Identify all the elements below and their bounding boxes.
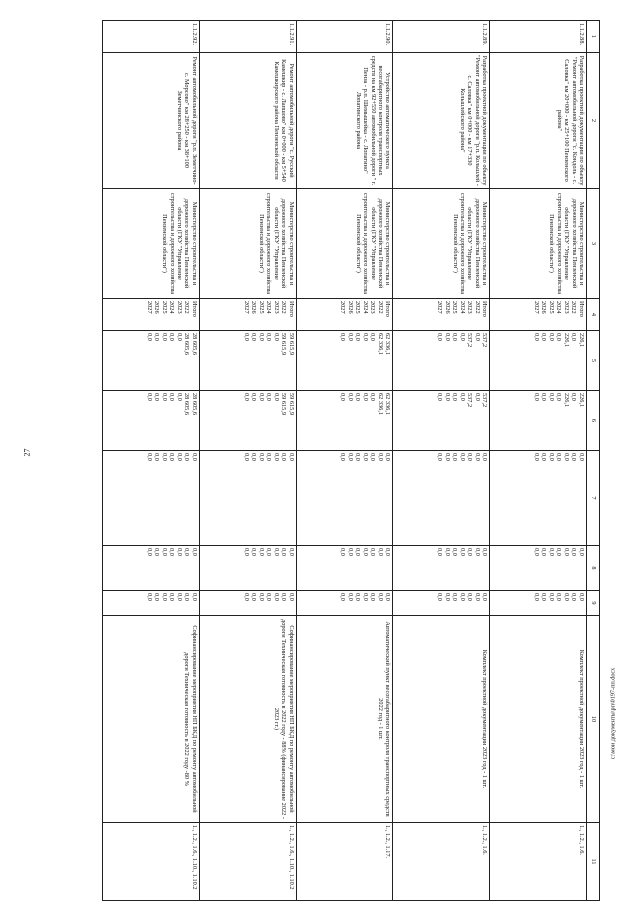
measure-name: Устройство автоматического пункта весогабаритного контроля транспортных средств на км 92+550 автомобильной дороги " г. Пенза - р.п. Шемышейка - с. Лопатино" Лопатинского района: [296, 53, 393, 189]
funding-local: [103, 546, 200, 591]
years-list-value: 2027: [436, 301, 444, 314]
measure-number: 1.1.2.92.: [103, 21, 200, 53]
funding-other: [490, 591, 587, 616]
funding-local-value: 0,0: [533, 548, 540, 556]
funding-other-value: 0,0: [533, 593, 540, 601]
funding-other-value: 0,0: [563, 593, 570, 601]
funding-total-value: 28 605,6: [183, 333, 191, 356]
funding-regional-value: 0,0: [369, 393, 377, 401]
program-measures-table: [102, 20, 600, 901]
years-list-value: 2022: [280, 301, 288, 314]
years-list-value: 2027: [339, 301, 347, 314]
funding-local-value: 0,0: [376, 548, 384, 556]
executor: Министерство строительства и дорожного хозяйства Пензенской области (ГКУ "Управление строительства и дорожного хозяйства Пензенской области"): [490, 189, 587, 299]
funding-other-value: 0,0: [481, 593, 489, 601]
executor: Министерство строительства и дорожного хозяйства Пензенской области (ГКУ "Управление строительства и дорожного хозяйства Пензенской области"): [103, 189, 200, 299]
expected-result: Автоматический пункт весогабаритного контроля транспортных средств 2022 год - 1 шт.: [296, 616, 393, 823]
funding-federal-value: 0,0: [563, 453, 570, 461]
funding-regional-value: 59 615,9: [280, 393, 288, 416]
funding-regional: [296, 391, 393, 451]
years-list-value: 2025: [160, 301, 168, 314]
funding-federal: [103, 451, 200, 546]
funding-regional-value: 0,0: [458, 393, 466, 401]
funding-local-value: 0,0: [265, 548, 273, 556]
funding-regional-value: 0,0: [145, 393, 153, 401]
years-list-value: Итого: [287, 301, 295, 317]
funding-other-value: 0,0: [369, 593, 377, 601]
funding-federal-value: 0,0: [265, 453, 273, 461]
funding-federal-value: 0,0: [548, 453, 555, 461]
years-list: [199, 299, 296, 331]
target-indicators: 1., 1.2., 1.6.: [393, 823, 490, 901]
years-list-value: 2026: [250, 301, 258, 314]
measure-number: 1.1.2.89.: [393, 21, 490, 53]
funding-other-value: 0,0: [451, 593, 459, 601]
funding-total-value: 0,0: [361, 333, 369, 341]
funding-local-value: 0,0: [473, 548, 481, 556]
funding-local-value: 0,0: [570, 548, 578, 556]
funding-total-value: 537,2: [466, 333, 474, 348]
funding-local-value: 0,0: [175, 548, 183, 556]
column-number-2: 2: [587, 53, 600, 189]
funding-total-value: 62 336,1: [384, 333, 392, 356]
funding-total-value: 59 615,9: [280, 333, 288, 356]
funding-total-value: 0,0: [242, 333, 250, 341]
funding-total-value: 0,0: [354, 333, 362, 341]
funding-local-value: 0,0: [384, 548, 392, 556]
expected-result: Комплект проектной документации 2023 год - 1 шт.: [490, 616, 587, 823]
funding-federal-value: 0,0: [436, 453, 444, 461]
funding-regional-value: 28 605,6: [190, 393, 198, 416]
funding-federal-value: 0,0: [570, 453, 578, 461]
funding-local-value: 0,0: [436, 548, 444, 556]
funding-federal-value: 0,0: [578, 453, 585, 461]
funding-regional-value: 0,0: [533, 393, 540, 401]
footer-file-path: c:\мои документы\рп\0197-пп.docx: [609, 667, 617, 759]
years-list-value: 2026: [443, 301, 451, 314]
years-list-value: 2025: [548, 301, 555, 314]
funding-federal-value: 0,0: [555, 453, 563, 461]
funding-regional-value: 0,0: [548, 393, 555, 401]
funding-federal-value: 0,0: [153, 453, 161, 461]
funding-local-value: 0,0: [242, 548, 250, 556]
funding-other-value: 0,0: [272, 593, 280, 601]
funding-regional-value: 0,0: [346, 393, 354, 401]
funding-other-value: 0,0: [339, 593, 347, 601]
column-number-3: 3: [587, 189, 600, 299]
funding-local-value: 0,0: [160, 548, 168, 556]
funding-other-value: 0,0: [458, 593, 466, 601]
funding-local-value: 0,0: [451, 548, 459, 556]
measure-number: 1.1.2.88.: [490, 21, 587, 53]
column-number-7: 7: [587, 451, 600, 546]
years-list-value: 2023: [563, 301, 570, 314]
funding-other-value: 0,0: [168, 593, 176, 601]
target-indicators: 1., 1.2., 1.6., 1.10., 1.10.2: [199, 823, 296, 901]
funding-local-value: 0,0: [443, 548, 451, 556]
funding-total-value: 0,0: [451, 333, 459, 341]
funding-federal-value: 0,0: [339, 453, 347, 461]
table-row: [199, 21, 296, 901]
funding-total: [199, 331, 296, 391]
funding-federal: [393, 451, 490, 546]
funding-federal-value: 0,0: [376, 453, 384, 461]
funding-total-value: 0,0: [153, 333, 161, 341]
funding-local-value: 0,0: [190, 548, 198, 556]
funding-local-value: 0,0: [458, 548, 466, 556]
rotated-table-container: [102, 20, 600, 900]
target-indicators: 1., 1.2., 1.6., 1.10., 1.10.2: [103, 823, 200, 901]
funding-regional-value: 62 336,1: [376, 393, 384, 416]
column-number-10: 10: [587, 616, 600, 823]
years-list-value: 2023: [272, 301, 280, 314]
measure-name: Ремонт автомобильной дороги "р.п. Земетчино-с. Морсово" км 28+250 - км 38+100 Земетчинского района: [103, 53, 200, 189]
years-list-value: 2022: [183, 301, 191, 314]
target-indicators: 1., 1.2., 1.17.: [296, 823, 393, 901]
funding-local-value: 0,0: [354, 548, 362, 556]
target-indicators: 1., 1.2., 1.6.: [490, 823, 587, 901]
years-list: [490, 299, 587, 331]
funding-total-value: 0,0: [540, 333, 548, 341]
funding-other-value: 0,0: [436, 593, 444, 601]
column-number-6: 6: [587, 391, 600, 451]
funding-regional-value: 0,0: [257, 393, 265, 401]
years-list-value: Итого: [481, 301, 489, 317]
funding-total-value: 0,0: [570, 333, 578, 341]
funding-total-value: 0,0: [257, 333, 265, 341]
funding-federal-value: 0,0: [473, 453, 481, 461]
funding-total: [393, 331, 490, 391]
funding-regional-value: 0,0: [250, 393, 258, 401]
funding-total-value: 0,0: [168, 333, 176, 341]
funding-total: [490, 331, 587, 391]
funding-federal-value: 0,0: [280, 453, 288, 461]
measure-name: Разработка проектной документации по объекту "Ремонт автомобильной дороги "р.п. Кольшлей - с. Саловка" км 0+000 - км 17+330 Кольшлейского района": [393, 53, 490, 189]
funding-other: [103, 591, 200, 616]
funding-local-value: 0,0: [280, 548, 288, 556]
funding-local-value: 0,0: [578, 548, 585, 556]
years-list-value: Итого: [190, 301, 198, 317]
measure-number: 1.1.2.90.: [296, 21, 393, 53]
funding-local-value: 0,0: [361, 548, 369, 556]
funding-federal-value: 0,0: [160, 453, 168, 461]
funding-federal: [199, 451, 296, 546]
years-list-value: 2025: [257, 301, 265, 314]
column-number-4: 4: [587, 299, 600, 331]
years-list: [393, 299, 490, 331]
years-list-value: 2027: [242, 301, 250, 314]
funding-federal-value: 0,0: [466, 453, 474, 461]
funding-federal-value: 0,0: [242, 453, 250, 461]
funding-regional-value: 0,0: [153, 393, 161, 401]
funding-other-value: 0,0: [153, 593, 161, 601]
years-list-value: 2023: [175, 301, 183, 314]
funding-local-value: 0,0: [555, 548, 563, 556]
funding-total-value: 59 615,9: [287, 333, 295, 356]
column-number-1: 1: [587, 21, 600, 53]
funding-total-value: 0,0: [443, 333, 451, 341]
funding-federal-value: 0,0: [175, 453, 183, 461]
funding-local: [490, 546, 587, 591]
funding-total-value: 0,0: [346, 333, 354, 341]
funding-total-value: 0,0: [339, 333, 347, 341]
funding-other-value: 0,0: [548, 593, 555, 601]
funding-regional-value: 0,0: [451, 393, 459, 401]
years-list-value: 2024: [168, 301, 176, 314]
expected-result: Комплект проектной документации 2023 год - 1 шт.: [393, 616, 490, 823]
expected-result: Софинансирование мероприятия НП БКД по ремонту автомобильной дороги Техническая готовность в 2022 году - 88% (финансирование 2022 - 2023 гг.): [199, 616, 296, 823]
funding-local: [296, 546, 393, 591]
years-list-value: Итого: [578, 301, 585, 317]
years-list-value: 2025: [451, 301, 459, 314]
table-body: [103, 21, 587, 901]
years-list-value: 2024: [265, 301, 273, 314]
funding-local-value: 0,0: [257, 548, 265, 556]
years-list-value: 2022: [570, 301, 578, 314]
years-list-value: 2027: [533, 301, 540, 314]
table-row: [296, 21, 393, 901]
column-number-9: 9: [587, 591, 600, 616]
years-list-value: Итого: [384, 301, 392, 317]
funding-total-value: 0,0: [250, 333, 258, 341]
funding-local-value: 0,0: [287, 548, 295, 556]
funding-regional-value: 0,0: [570, 393, 578, 401]
funding-federal: [296, 451, 393, 546]
funding-regional-value: 0,0: [272, 393, 280, 401]
funding-local-value: 0,0: [168, 548, 176, 556]
funding-other-value: 0,0: [183, 593, 191, 601]
funding-local-value: 0,0: [250, 548, 258, 556]
years-list-value: 2026: [540, 301, 548, 314]
funding-local-value: 0,0: [339, 548, 347, 556]
funding-total-value: 0,0: [458, 333, 466, 341]
funding-other-value: 0,0: [250, 593, 258, 601]
funding-other: [199, 591, 296, 616]
funding-regional: [490, 391, 587, 451]
funding-other-value: 0,0: [287, 593, 295, 601]
years-list-value: 2026: [346, 301, 354, 314]
funding-federal-value: 0,0: [183, 453, 191, 461]
funding-total-value: 226,1: [578, 333, 585, 348]
column-number-8: 8: [587, 546, 600, 591]
funding-other-value: 0,0: [190, 593, 198, 601]
funding-total-value: 0,0: [436, 333, 444, 341]
funding-total-value: 0,0: [548, 333, 555, 341]
funding-local-value: 0,0: [540, 548, 548, 556]
funding-other-value: 0,0: [346, 593, 354, 601]
funding-total-value: 0,0: [555, 333, 563, 341]
funding-total-value: 0,0: [369, 333, 377, 341]
years-list-value: 2023: [466, 301, 474, 314]
measure-name: Разработка проектной документации по объекту "Ремонт автомобильной дороги "с. Кондоль - с. Саловка" км 20+000 - км 25+100 Пензенского района": [490, 53, 587, 189]
funding-total: [103, 331, 200, 391]
funding-total-value: 0,0: [265, 333, 273, 341]
measure-name: Ремонт автомобильной дороги "с. Русский Камешкир - с. Лапшово" км 0+000 - км 5+540 Камешкирского района Пензенской области: [199, 53, 296, 189]
funding-federal-value: 0,0: [481, 453, 489, 461]
funding-total-value: 28 605,6: [190, 333, 198, 356]
funding-federal-value: 0,0: [451, 453, 459, 461]
funding-other-value: 0,0: [242, 593, 250, 601]
funding-regional-value: 0,0: [473, 393, 481, 401]
funding-regional-value: 0,0: [540, 393, 548, 401]
funding-regional-value: 0,0: [354, 393, 362, 401]
funding-other-value: 0,0: [578, 593, 585, 601]
executor: Министерство строительства и дорожного хозяйства Пензенской области (ГКУ "Управление строительства и дорожного хозяйства Пензенской области"): [199, 189, 296, 299]
funding-total: [296, 331, 393, 391]
funding-other-value: 0,0: [175, 593, 183, 601]
table-row: [103, 21, 200, 901]
funding-other-value: 0,0: [145, 593, 153, 601]
funding-federal-value: 0,0: [533, 453, 540, 461]
years-list-value: 2026: [153, 301, 161, 314]
funding-other-value: 0,0: [466, 593, 474, 601]
funding-other-value: 0,0: [265, 593, 273, 601]
years-list-value: 2022: [473, 301, 481, 314]
years-list-value: 2025: [354, 301, 362, 314]
page-number: 27: [22, 448, 32, 456]
funding-total-value: 537,2: [481, 333, 489, 348]
funding-local-value: 0,0: [548, 548, 555, 556]
funding-regional-value: 0,0: [168, 393, 176, 401]
funding-total-value: 62 336,1: [376, 333, 384, 356]
years-list: [296, 299, 393, 331]
table-row: [490, 21, 587, 901]
funding-federal-value: 0,0: [361, 453, 369, 461]
funding-federal-value: 0,0: [145, 453, 153, 461]
years-list-value: 2022: [376, 301, 384, 314]
column-number-5: 5: [587, 331, 600, 391]
funding-federal-value: 0,0: [458, 453, 466, 461]
funding-total-value: 0,0: [175, 333, 183, 341]
funding-other-value: 0,0: [555, 593, 563, 601]
funding-regional-value: 28 605,6: [183, 393, 191, 416]
funding-local-value: 0,0: [481, 548, 489, 556]
funding-regional: [199, 391, 296, 451]
column-number-11: 11: [587, 823, 600, 901]
funding-other-value: 0,0: [280, 593, 288, 601]
funding-federal-value: 0,0: [443, 453, 451, 461]
years-list: [103, 299, 200, 331]
funding-other: [393, 591, 490, 616]
years-list-value: 2024: [555, 301, 563, 314]
funding-other-value: 0,0: [376, 593, 384, 601]
funding-total-value: 0,0: [272, 333, 280, 341]
funding-federal-value: 0,0: [287, 453, 295, 461]
funding-other-value: 0,0: [160, 593, 168, 601]
funding-regional-value: 0,0: [339, 393, 347, 401]
funding-other-value: 0,0: [361, 593, 369, 601]
funding-local: [393, 546, 490, 591]
funding-other-value: 0,0: [473, 593, 481, 601]
header-row: [587, 21, 600, 901]
funding-local-value: 0,0: [145, 548, 153, 556]
funding-other-value: 0,0: [443, 593, 451, 601]
funding-regional-value: 62 336,1: [384, 393, 392, 416]
executor: Министерство строительства и дорожного хозяйства Пензенской области (ГКУ "Управление строительства и дорожного хозяйства Пензенской области"): [296, 189, 393, 299]
funding-regional-value: 0,0: [555, 393, 563, 401]
funding-local-value: 0,0: [466, 548, 474, 556]
funding-total-value: 0,0: [473, 333, 481, 341]
funding-other-value: 0,0: [257, 593, 265, 601]
expected-result: Софинансирование мероприятия НП БКД по ремонту автомобильной дороги Техническая готовность в 2022 году -80 %: [103, 616, 200, 823]
years-list-value: 2027: [145, 301, 153, 314]
funding-other-value: 0,0: [540, 593, 548, 601]
measure-number: 1.1.2.91.: [199, 21, 296, 53]
funding-regional-value: 0,0: [242, 393, 250, 401]
funding-regional-value: 0,0: [361, 393, 369, 401]
funding-total-value: 0,0: [160, 333, 168, 341]
funding-federal-value: 0,0: [250, 453, 258, 461]
funding-other-value: 0,0: [384, 593, 392, 601]
funding-local-value: 0,0: [346, 548, 354, 556]
funding-other-value: 0,0: [354, 593, 362, 601]
funding-federal-value: 0,0: [354, 453, 362, 461]
funding-local-value: 0,0: [183, 548, 191, 556]
funding-regional-value: 0,0: [265, 393, 273, 401]
funding-federal-value: 0,0: [540, 453, 548, 461]
funding-regional: [103, 391, 200, 451]
years-list-value: 2024: [458, 301, 466, 314]
funding-regional-value: 537,2: [466, 393, 474, 408]
funding-local-value: 0,0: [563, 548, 570, 556]
funding-local-value: 0,0: [153, 548, 161, 556]
years-list-value: 2023: [369, 301, 377, 314]
funding-federal-value: 0,0: [190, 453, 198, 461]
funding-local-value: 0,0: [272, 548, 280, 556]
funding-regional-value: 0,0: [436, 393, 444, 401]
funding-local-value: 0,0: [369, 548, 377, 556]
funding-regional-value: 226,1: [578, 393, 585, 408]
funding-federal: [490, 451, 587, 546]
funding-local: [199, 546, 296, 591]
funding-other-value: 0,0: [570, 593, 578, 601]
funding-federal-value: 0,0: [168, 453, 176, 461]
funding-regional-value: 59 615,9: [287, 393, 295, 416]
funding-federal-value: 0,0: [346, 453, 354, 461]
funding-regional-value: 226,1: [563, 393, 570, 408]
funding-total-value: 226,1: [563, 333, 570, 348]
table-row: [393, 21, 490, 901]
funding-other: [296, 591, 393, 616]
funding-regional-value: 537,2: [481, 393, 489, 408]
funding-regional-value: 0,0: [443, 393, 451, 401]
funding-federal-value: 0,0: [369, 453, 377, 461]
funding-federal-value: 0,0: [272, 453, 280, 461]
funding-regional: [393, 391, 490, 451]
funding-regional-value: 0,0: [160, 393, 168, 401]
funding-total-value: 0,0: [145, 333, 153, 341]
executor: Министерство строительства и дорожного хозяйства Пензенской области (ГКУ "Управление строительства и дорожного хозяйства Пензенской области"): [393, 189, 490, 299]
funding-federal-value: 0,0: [257, 453, 265, 461]
funding-federal-value: 0,0: [384, 453, 392, 461]
funding-regional-value: 0,0: [175, 393, 183, 401]
funding-total-value: 0,0: [533, 333, 540, 341]
years-list-value: 2024: [361, 301, 369, 314]
